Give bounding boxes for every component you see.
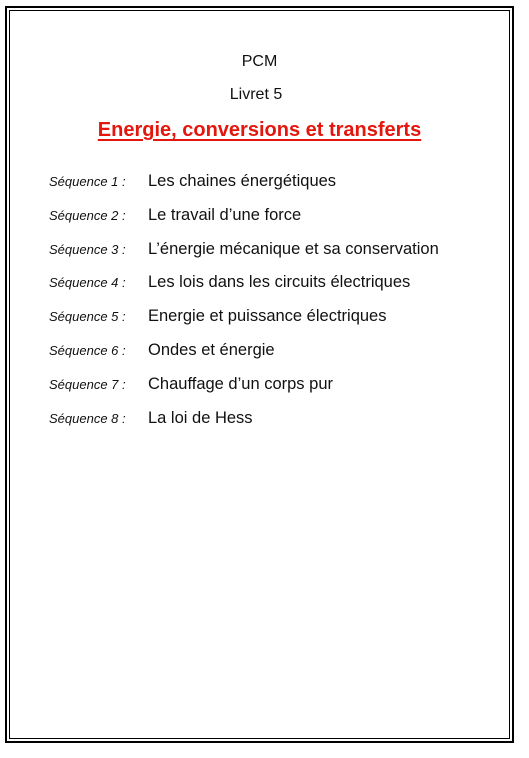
sequence-title: Le travail d’une force xyxy=(148,205,302,224)
sequence-title: Les chaines énergétiques xyxy=(148,172,337,190)
subject-heading: PCM xyxy=(241,53,278,70)
sequence-item-2 xyxy=(49,206,439,240)
sequence-item-4 xyxy=(49,273,439,307)
sequence-label: Séquence 1 : xyxy=(49,174,126,189)
sequence-list xyxy=(49,172,439,442)
sequence-item-5 xyxy=(49,307,439,341)
sequence-title: La loi de Hess xyxy=(148,408,253,427)
sequence-label: Séquence 3 : xyxy=(49,241,126,257)
sequence-item-7 xyxy=(49,375,439,409)
sequence-label: Séquence 4 : xyxy=(49,275,126,291)
booklet-number: Livret 5 xyxy=(229,86,283,103)
document-title: Energie, conversions et transferts xyxy=(97,119,422,141)
sequence-title: Energie et puissance électriques xyxy=(148,307,387,326)
sequence-title: L’énergie mécanique et sa conservation xyxy=(148,239,439,258)
sequence-title: Ondes et énergie xyxy=(148,340,275,359)
sequence-label: Séquence 7 : xyxy=(49,376,126,392)
sequence-item-1 xyxy=(49,172,439,206)
sequence-label: Séquence 8 : xyxy=(49,410,126,426)
sequence-label: Séquence 5 : xyxy=(49,309,126,325)
sequence-title: Chauffage d’un corps pur xyxy=(148,374,333,393)
sequence-item-8 xyxy=(49,409,439,443)
sequence-title: Les lois dans les circuits électriques xyxy=(148,273,411,292)
sequence-label: Séquence 6 : xyxy=(49,342,126,358)
sequence-label: Séquence 2 : xyxy=(49,207,126,223)
sequence-item-3 xyxy=(49,240,439,274)
sequence-item-6 xyxy=(49,341,439,375)
